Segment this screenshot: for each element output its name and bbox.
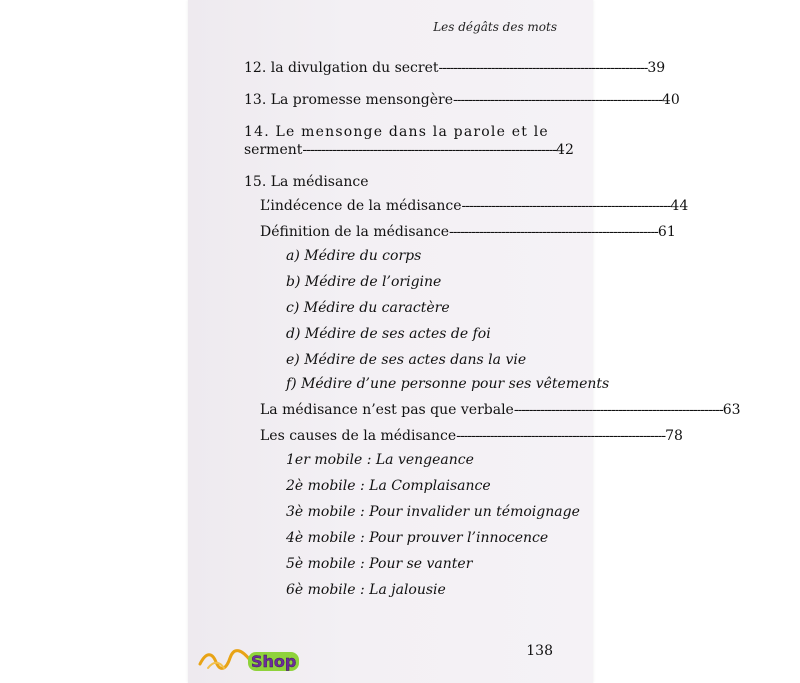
- toc-entry-title: L’indécence de la médisance: [260, 198, 462, 214]
- toc-entry-page: 44: [670, 198, 689, 214]
- leader-dots: --------------------------------------------------------: [438, 60, 648, 76]
- swirl-logo-icon: [198, 648, 252, 674]
- toc-entry: [244, 142, 574, 158]
- leader-dots: --------------------------------------------------------: [456, 428, 666, 444]
- leader-dots: --------------------------------------------------------: [461, 198, 671, 214]
- toc-entry-title: serment: [244, 142, 303, 158]
- running-header: Les dégâts des mots: [433, 20, 557, 34]
- toc-entry: [260, 198, 689, 214]
- toc-subentry: c) Médire du caractère: [286, 300, 450, 316]
- toc-entry: [260, 224, 676, 240]
- toc-entry-page: 78: [665, 428, 683, 444]
- toc-entry-page: 40: [661, 92, 680, 108]
- toc-entry-title: 13. La promesse mensongère: [244, 92, 453, 108]
- toc-subentry: 5è mobile : Pour se vanter: [286, 556, 473, 572]
- leader-dots: --------------------------------------------------------: [449, 224, 658, 240]
- toc-entry-page: 61: [657, 224, 676, 240]
- toc-entry-page: 39: [647, 60, 666, 76]
- shop-logo: [198, 648, 299, 674]
- toc-entry-title: Définition de la médisance: [260, 224, 449, 240]
- toc-entry: [244, 124, 564, 140]
- toc-entry-title: 14. Le mensonge dans la parole et le: [244, 124, 549, 140]
- toc-subentry: b) Médire de l’origine: [286, 274, 442, 290]
- toc-subentry: e) Médire de ses actes dans la vie: [286, 352, 527, 368]
- page-number: 138: [526, 643, 553, 659]
- toc-subentry: f) Médire d’une personne pour ses vêtements: [286, 376, 610, 392]
- toc-entry-title: 12. la divulgation du secret: [244, 60, 439, 76]
- toc-subentry: 3è mobile : Pour invalider un témoignage: [286, 504, 580, 520]
- leader-dots: --------------------------------------------------------: [453, 92, 662, 108]
- toc-subentry: d) Médire de ses actes de foi: [286, 326, 491, 342]
- book-page: [188, 0, 741, 683]
- leader-dots: --------------------------------------------------------: [513, 402, 723, 418]
- toc-entry-page: 42: [556, 142, 574, 158]
- toc-subentry: 4è mobile : Pour prouver l’innocence: [286, 530, 549, 546]
- toc-entry: [244, 60, 666, 76]
- leader-dots: --------------------------------------------------------------------: [302, 142, 557, 158]
- toc-subentry: a) Médire du corps: [286, 248, 422, 264]
- toc-entry: [244, 92, 680, 108]
- toc-entry-page: 63: [722, 402, 741, 418]
- toc-entry-title: La médisance n’est pas que verbale: [260, 402, 514, 418]
- toc-entry: [244, 174, 564, 190]
- toc-subentry: 6è mobile : La jalousie: [286, 582, 446, 598]
- toc-entry: [260, 428, 683, 444]
- toc-entry-title: Les causes de la médisance: [260, 428, 457, 444]
- toc-subentry: 2è mobile : La Complaisance: [286, 478, 491, 494]
- toc-subentry: 1er mobile : La vengeance: [286, 452, 474, 468]
- toc-entry-title: 15. La médisance: [244, 174, 369, 190]
- toc-entry: [260, 402, 741, 418]
- logo-text: Shop: [248, 652, 299, 671]
